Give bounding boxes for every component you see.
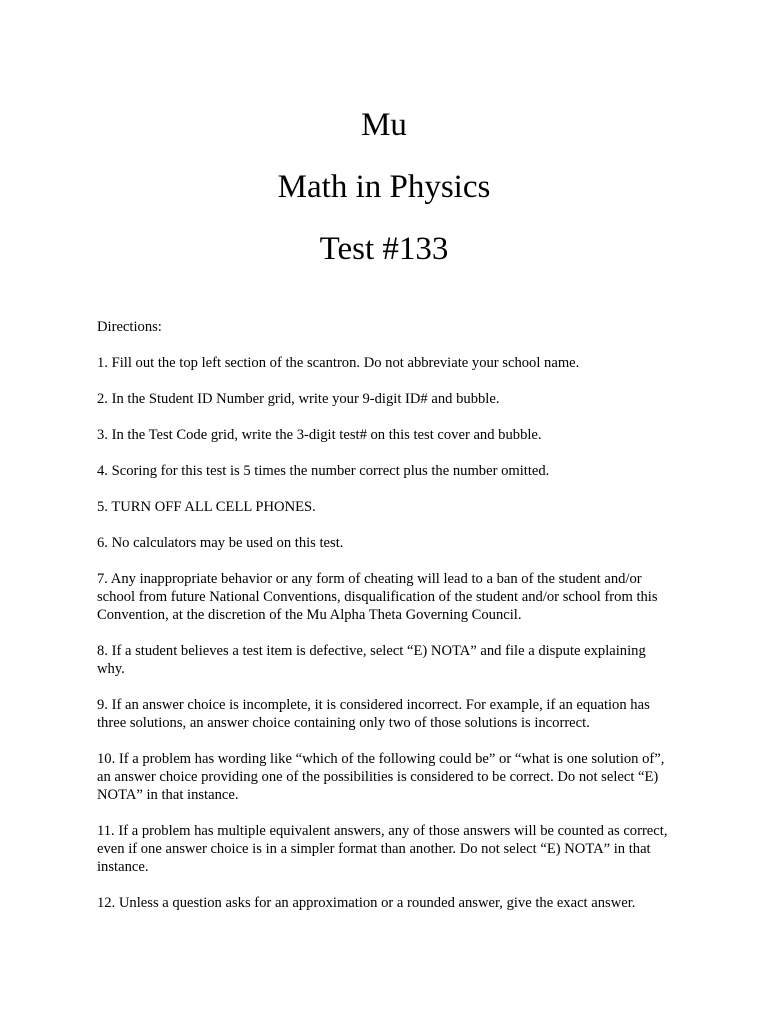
directions-label: Directions: [97, 319, 162, 335]
title-organization: Mu [361, 107, 407, 143]
direction-item-1: 1. Fill out the top left section of the scantron. Do not abbreviate your school name. [97, 355, 580, 371]
direction-item-4: 4. Scoring for this test is 5 times the number correct plus the number omitted. [97, 463, 550, 479]
direction-item-2: 2. In the Student ID Number grid, write your 9-digit ID# and bubble. [97, 391, 500, 407]
title-block [0, 94, 768, 280]
direction-item-8: 8. If a student believes a test item is defective, select “E) NOTA” and file a dispute explaining why. [97, 643, 646, 677]
title-test-number: Test #133 [319, 231, 449, 267]
directions-section [97, 318, 677, 930]
direction-item-12: 12. Unless a question asks for an approximation or a rounded answer, give the exact answer. [97, 895, 636, 911]
direction-item-3: 3. In the Test Code grid, write the 3-digit test# on this test cover and bubble. [97, 427, 542, 443]
direction-item-10: 10. If a problem has wording like “which of the following could be” or “what is one solution of”, an answer choice providing one of the possibilities is considered to be correct. Do not select “E) NOTA” in that instance. [97, 751, 665, 803]
direction-item-9: 9. If an answer choice is incomplete, it is considered incorrect. For example, if an equation has three solutions, an answer choice containing only two of those solutions is incorrect. [97, 697, 650, 731]
title-subject: Math in Physics [277, 169, 491, 205]
direction-item-7: 7. Any inappropriate behavior or any form of cheating will lead to a ban of the student and/or school from future National Conventions, disqualification of the student and/or school from this Convention, at the discretion of the Mu Alpha Theta Governing Council. [97, 571, 658, 623]
direction-item-5: 5. TURN OFF ALL CELL PHONES. [97, 499, 316, 515]
direction-item-6: 6. No calculators may be used on this test. [97, 535, 344, 551]
direction-item-11: 11. If a problem has multiple equivalent answers, any of those answers will be counted as correct, even if one answer choice is in a simpler format than another. Do not select “E) NOTA” in that instance. [97, 823, 668, 875]
